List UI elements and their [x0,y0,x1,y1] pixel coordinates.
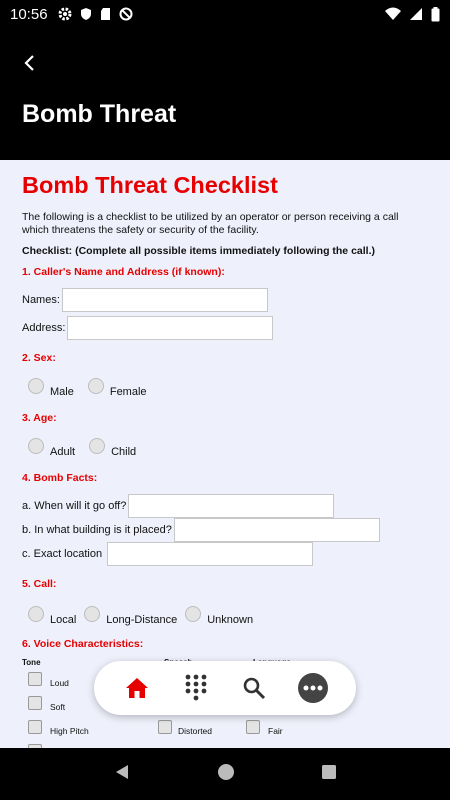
col-tone: Tone [22,658,41,667]
triangle-back-icon [113,763,131,781]
label-soft: Soft [50,702,66,712]
checkbox-high-pitch[interactable] [28,720,42,734]
home-icon [124,676,150,700]
more-button[interactable] [295,670,331,706]
label-high-pitch: High Pitch [50,726,89,736]
label-distorted: Distorted [178,726,213,736]
battery-icon [431,7,440,22]
names-label: Names: [22,294,60,306]
system-nav-bar [0,748,450,800]
status-time: 10:56 [10,5,48,23]
page-title: Bomb Threat [22,100,177,128]
checklist-content[interactable] [0,160,450,748]
when-input[interactable] [128,494,334,518]
search-icon [242,676,266,700]
radio-child[interactable]: Child [89,438,136,454]
label-fair: Fair [268,726,283,736]
checkbox-soft[interactable] [28,696,42,710]
location-label: c. Exact location [22,548,103,560]
checkbox-distorted[interactable] [158,720,172,734]
address-input[interactable] [67,316,273,340]
floating-toolbar [94,661,356,715]
sd-card-icon [100,7,111,21]
wifi-icon [385,7,401,21]
radio-unknown[interactable]: Unknown [185,606,253,622]
section-bomb-facts: 4. Bomb Facts: [22,472,98,484]
square-recents-icon [321,764,337,780]
no-disturb-icon [119,7,133,21]
home-button[interactable] [119,670,155,706]
names-input[interactable] [62,288,268,312]
nav-back-button[interactable] [113,763,131,786]
address-label: Address: [22,322,66,334]
section-voice: 6. Voice Characteristics: [22,638,144,650]
intro-text: The following is a checklist to be utilized by an operator or person receiving a call which threatens the safety or security of the facility. [22,211,399,236]
shield-icon [80,7,92,21]
radio-female[interactable]: Female [88,378,147,394]
section-sex: 2. Sex: [22,352,56,364]
radio-long-distance[interactable]: Long-Distance [84,606,177,622]
section-caller: 1. Caller's Name and Address (if known): [22,266,225,278]
circle-home-icon [217,763,235,781]
back-button[interactable] [14,48,44,78]
radio-local[interactable]: Local [28,606,76,622]
status-bar [0,0,450,28]
nav-home-button[interactable] [217,763,235,786]
signal-icon [409,7,423,21]
location-input[interactable] [107,542,313,566]
search-button[interactable] [236,670,272,706]
building-label: b. In what building is it placed? [22,524,172,536]
dialpad-icon [184,674,208,702]
when-label: a. When will it go off? [22,500,127,512]
checklist-instructions: Checklist: (Complete all possible items immediately following the call.) [22,245,375,257]
app-bar [0,28,450,160]
checkbox-loud[interactable] [28,672,42,686]
gear-icon [58,7,72,21]
radio-male[interactable]: Male [28,378,74,394]
doc-title: Bomb Threat Checklist [22,172,278,198]
nav-recents-button[interactable] [321,764,337,785]
section-age: 3. Age: [22,412,57,424]
label-loud: Loud [50,678,69,688]
dialpad-button[interactable] [178,670,214,706]
chevron-left-icon [22,54,36,72]
radio-adult[interactable]: Adult [28,438,75,454]
section-call: 5. Call: [22,578,57,590]
more-icon [297,672,329,704]
checkbox-fair[interactable] [246,720,260,734]
building-input[interactable] [174,518,380,542]
